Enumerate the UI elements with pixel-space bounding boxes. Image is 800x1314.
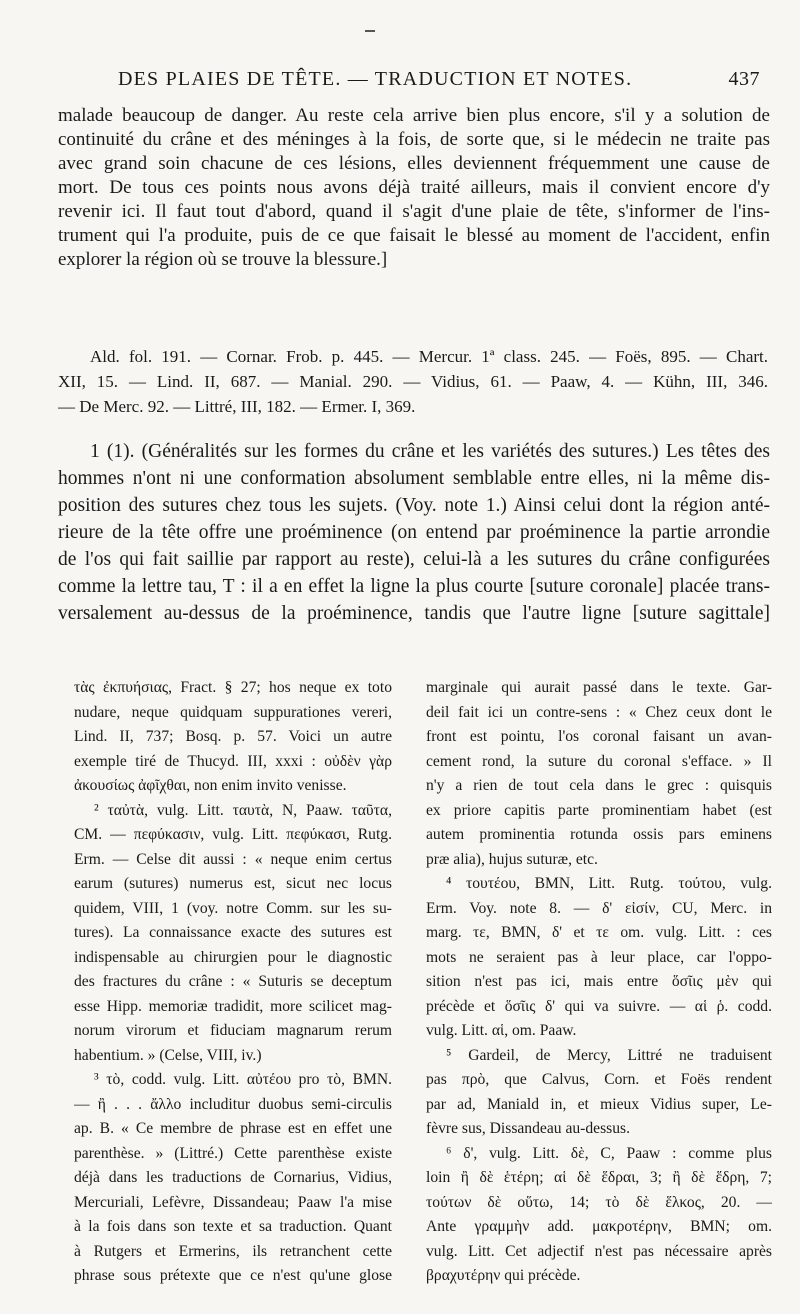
text-line: Mercuriali, Lefèvre, Dissandeau; Paaw l'a mise <box>74 1193 392 1211</box>
text-line: marg. τε, BMN, δ' et τε om. vulg. Litt. : ces <box>426 924 772 941</box>
text-line: XII, 15. — Lind. II, 687. — Manial. 290. — Vidius, 61. — Paaw, 4. — Kühn, III, 346. <box>58 372 768 391</box>
text-line: fèvre sus, Dissandeau au-dessus. <box>426 1120 630 1137</box>
text-line: rieure de la tête offre une proéminence (on entend par proéminence la partie arrondie <box>58 522 770 543</box>
text-line: sition n'est pas ici, mais entre ὅσῖις μὲν qui <box>426 973 772 990</box>
text-line: Erm. Voy. note 8. — δ' εἰσίν, CU, Merc. in <box>426 899 772 917</box>
text-line: τούτων δὲ οὕτω, 14; τὸ δὲ ἕλκος, 20. — <box>426 1193 772 1211</box>
text-line: — ἢ . . . ἄλλο includitur duobus semi-circulis <box>74 1095 392 1113</box>
text-line: ap. B. « Ce membre de phrase est en effet une <box>74 1120 392 1137</box>
page-number: 437 <box>728 68 760 90</box>
intro-paragraph <box>58 104 770 272</box>
text-line: de l'os qui fait saillie par rapport au reste), celui-là a les sutures du crâne configurées <box>58 549 770 570</box>
text-line: ⁵ Gardeil, de Mercy, Littré ne traduisent <box>446 1046 772 1064</box>
section-1-paragraph <box>58 438 770 627</box>
text-line: CM. — πεφύκασιν, vulg. Litt. πεφύκασι, Rutg. <box>74 826 392 843</box>
text-line: trument qui l'a produite, puis de ce que faisait le blessé au moment de l'accident, enfin <box>58 225 770 246</box>
text-line: Erm. — Celse dit aussi : « neque enim certus <box>74 850 392 868</box>
text-line: exemple tiré de Thucyd. III, xxxi : οὐδὲν γὰρ <box>74 752 392 770</box>
running-title: DES PLAIES DE TÊTE. — TRADUCTION ET NOTES. <box>118 68 633 90</box>
running-head <box>118 68 760 91</box>
text-line: continuité du crâne et des méninges à la fois, de sorte que, si le médecin ne traite pas <box>58 129 770 150</box>
text-line: déjà dans les traductions de Cornarius, Vidius, <box>74 1169 392 1186</box>
text-line: earum (sutures) numerus est, sicut nec locus <box>74 875 392 892</box>
text-line: ex priore capitis parte prominentiam habet (est <box>426 801 772 819</box>
text-line: indispensable au chirurgien pour le diagnostic <box>74 948 392 966</box>
text-line: præ alia), hujus suturæ, etc. <box>426 850 598 868</box>
text-line: ³ τὸ, codd. vulg. Litt. αὐτέου pro τὸ, BMN. <box>94 1071 392 1088</box>
text-line: à Rutgers et Ermerins, ils retranchent cette <box>74 1242 392 1260</box>
text-line: position des sutures chez tous les sujets. (Voy. note 1.) Ainsi celui dont la région anté- <box>58 495 770 516</box>
text-line: mots ne seraient pas à leur place, car l'oppo- <box>426 948 772 966</box>
text-line: parenthèse. » (Littré.) Cette parenthèse existe <box>74 1144 392 1162</box>
print-mark <box>365 30 375 32</box>
text-line: vulg. Litt. Cet adjectif n'est pas nécessaire après <box>426 1242 772 1260</box>
text-line: ² ταὐτὰ, vulg. Litt. ταυτὰ, N, Paaw. ταῦτα, <box>94 801 392 819</box>
text-line: phrase sous prétexte que ce n'est qu'une glose <box>74 1267 392 1284</box>
text-line: deil fait ici un contre-sens : « Chez ceux dont le <box>426 703 772 721</box>
text-line: mort. De tous ces points nous avons déjà traité ailleurs, mais il convient encore d'y <box>58 177 770 198</box>
text-line: autem prominentia rotunda ossis pars eminens <box>426 826 772 843</box>
text-line: pas πρὸ, que Calvus, Corn. et Foës rendent <box>426 1071 772 1088</box>
text-line: ⁶ δ', vulg. Litt. δὲ, C, Paaw : comme plus <box>446 1144 772 1162</box>
text-line: à la fois dans son texte et sa traduction. Quant <box>74 1218 392 1235</box>
text-line: vulg. Litt. αἱ, om. Paaw. <box>426 1022 577 1039</box>
text-line: quidem, VIII, 1 (voy. notre Comm. sur les su- <box>74 899 392 917</box>
text-line: comme la lettre tau, T : il a en effet la ligne la plus courte [suture coronale] placée trans- <box>58 576 770 597</box>
text-line: malade beaucoup de danger. Au reste cela arrive bien plus encore, s'il y a solution de <box>58 105 770 126</box>
text-line: habentium. » (Celse, VIII, iv.) <box>74 1046 262 1064</box>
text-line: βραχυτέρην qui précède. <box>426 1267 581 1284</box>
text-line: avec grand soin chacune de ces lésions, elles deviennent fréquemment une cause de <box>58 153 770 174</box>
text-line: par ad, Maniald in, et mieux Vidius super, Le- <box>426 1095 772 1113</box>
text-line: explorer la région où se trouve la blessure.] <box>58 249 388 270</box>
text-line: Lind. II, 737; Bosq. p. 57. Voici un autre <box>74 728 392 745</box>
text-line: Ante γραμμὴν add. μακροτέρην, BMN; om. <box>426 1218 772 1235</box>
text-line: ἀκουσίως ἀφῖχθαι, non enim invito venisse. <box>74 777 347 794</box>
text-line: front est pointu, l'os coronal faisant un avan- <box>426 728 772 745</box>
text-line: Ald. fol. 191. — Cornar. Frob. p. 445. — Mercur. 1ª class. 245. — Foës, 895. — Chart. <box>90 347 768 366</box>
footnotes-right-column <box>426 676 772 1289</box>
text-line: esse Hipp. memoriæ tradidit, more scilicet mag- <box>74 997 392 1015</box>
text-line: précède et ὅσῖις δ' qui va suivre. — αἱ ῥ. codd. <box>426 997 772 1015</box>
text-line: hommes n'ont ni une conformation absolument semblable entre elles, ni la même dis- <box>58 468 770 489</box>
text-line: tures). La connaissance exacte des sutures est <box>74 924 392 941</box>
text-line: loin ἢ δὲ ἑτέρη; αἱ δὲ ἕδραι, 3; ἢ δὲ ἕδρη, 7; <box>426 1169 772 1186</box>
edition-references <box>58 344 768 419</box>
text-line: 1 (1). (Généralités sur les formes du crâne et les variétés des sutures.) Les têtes des <box>90 441 770 462</box>
text-line: marginale qui aurait passé dans le texte. Gar- <box>426 679 772 696</box>
footnotes-left-column <box>74 676 392 1289</box>
text-line: τὰς ἐκπυήσιας, Fract. § 27; hos neque ex toto <box>74 679 392 696</box>
text-line: norum virorum et fiduciam magnarum rerum <box>74 1022 392 1039</box>
text-line: versalement au-dessus de la proéminence, tandis que l'autre ligne [suture sagittale] <box>58 603 770 624</box>
text-line: cement rond, la suture du coronal s'efface. » Il <box>426 752 772 770</box>
text-line: — De Merc. 92. — Littré, III, 182. — Ermer. I, 369. <box>58 397 416 416</box>
text-line: nudare, neque quidquam suppurationes vereri, <box>74 703 392 721</box>
text-line: ⁴ τουτέου, BMN, Litt. Rutg. τούτου, vulg. <box>446 875 772 892</box>
text-line: revenir ici. Il faut tout d'abord, quand il s'agit d'une plaie de tête, s'informer de l'ins- <box>58 201 770 222</box>
text-line: des fractures du crâne : « Suturis se deceptum <box>74 973 392 990</box>
text-line: n'y a rien de tout cela dans le grec : quisquis <box>426 777 772 794</box>
